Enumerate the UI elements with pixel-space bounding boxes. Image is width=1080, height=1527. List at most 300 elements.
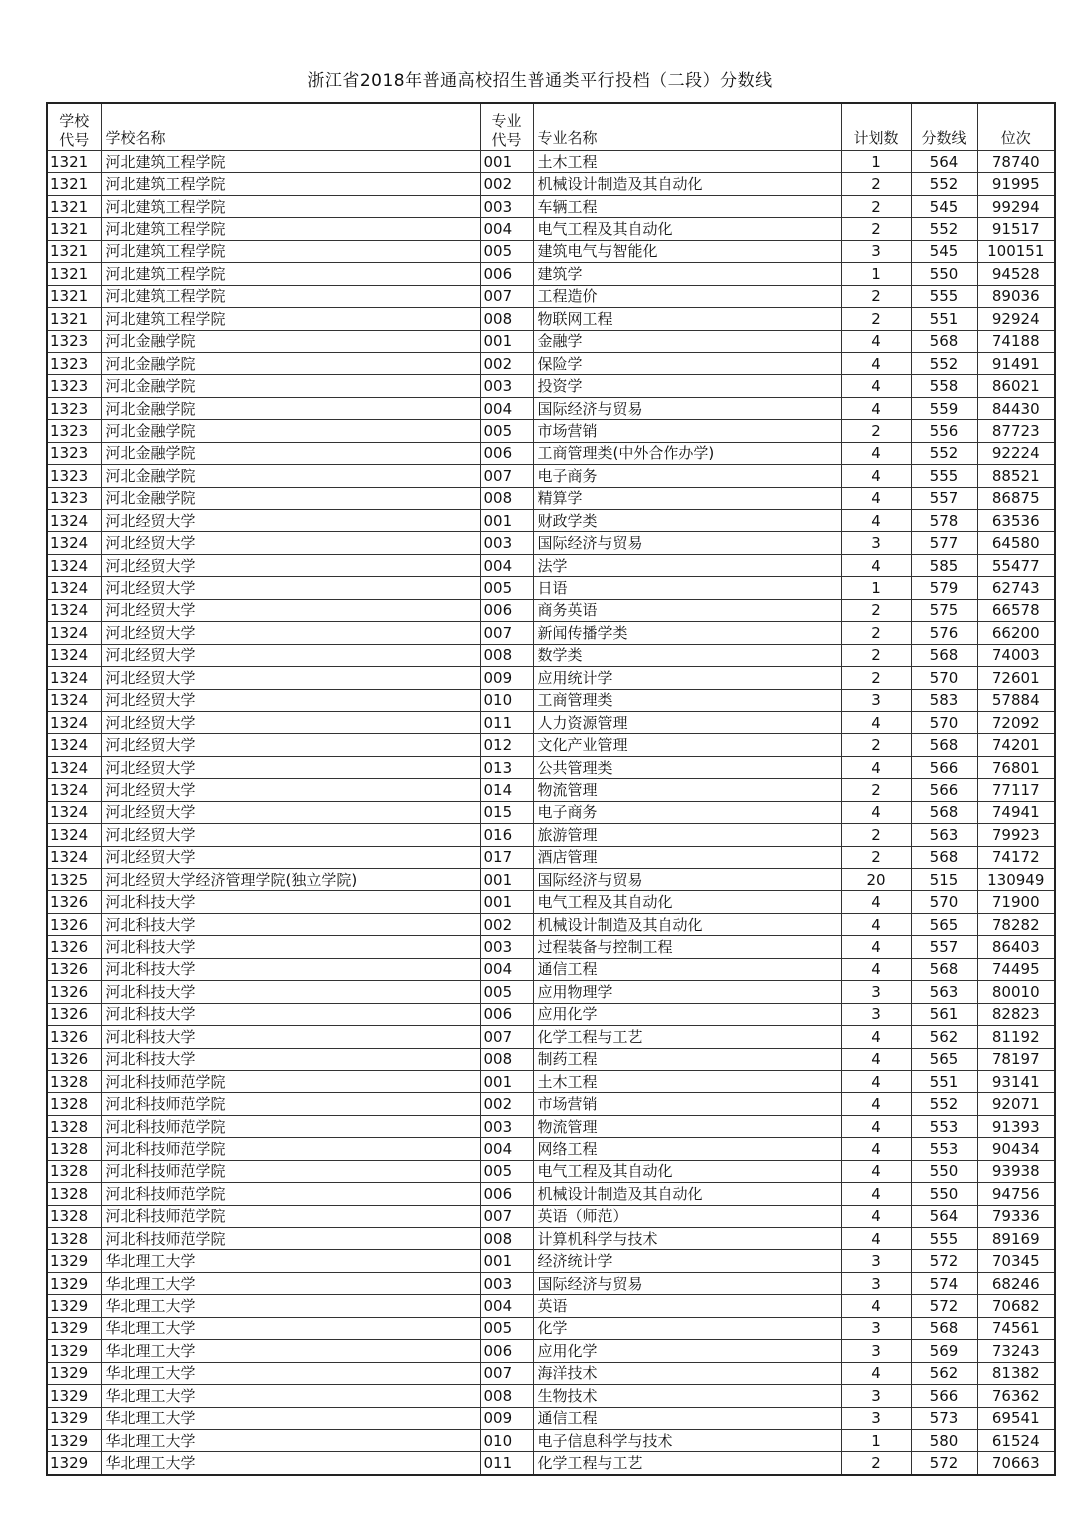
- cell-major-code: 004: [480, 397, 533, 419]
- cell-major-name: 电气工程及其自动化: [533, 891, 841, 913]
- cell-score: 577: [911, 532, 977, 554]
- cell-major-name: 电气工程及其自动化: [533, 1160, 841, 1182]
- cell-school-name: 河北科技师范学院: [101, 1205, 480, 1227]
- table-row: [47, 173, 1055, 195]
- table-row: [47, 891, 1055, 913]
- cell-major-code: 004: [480, 958, 533, 980]
- table-row: [47, 442, 1055, 464]
- table-row: [47, 510, 1055, 532]
- table-row: [47, 1385, 1055, 1407]
- cell-school-name: 河北经贸大学: [101, 554, 480, 576]
- cell-plan: 1: [841, 1429, 911, 1451]
- cell-plan: 4: [841, 1026, 911, 1048]
- cell-major-name: 制药工程: [533, 1048, 841, 1070]
- cell-major-code: 002: [480, 352, 533, 374]
- cell-rank: 77117: [977, 779, 1055, 801]
- cell-score: 568: [911, 801, 977, 823]
- cell-major-name: 土木工程: [533, 1070, 841, 1092]
- cell-major-code: 009: [480, 1407, 533, 1429]
- cell-school-code: 1324: [47, 824, 101, 846]
- cell-rank: 89169: [977, 1228, 1055, 1250]
- cell-plan: 4: [841, 465, 911, 487]
- cell-rank: 70345: [977, 1250, 1055, 1272]
- cell-school-name: 河北科技大学: [101, 913, 480, 935]
- cell-plan: 2: [841, 779, 911, 801]
- header-school-code: [47, 103, 101, 151]
- cell-plan: 2: [841, 195, 911, 217]
- cell-rank: 57884: [977, 689, 1055, 711]
- cell-major-code: 002: [480, 173, 533, 195]
- cell-score: 564: [911, 151, 977, 173]
- cell-school-name: 河北经贸大学: [101, 779, 480, 801]
- cell-major-code: 006: [480, 1183, 533, 1205]
- cell-rank: 91517: [977, 218, 1055, 240]
- cell-school-code: 1329: [47, 1429, 101, 1451]
- cell-school-code: 1324: [47, 644, 101, 666]
- cell-school-name: 河北建筑工程学院: [101, 240, 480, 262]
- cell-major-code: 007: [480, 1205, 533, 1227]
- table-row: [47, 1362, 1055, 1384]
- cell-score: 568: [911, 644, 977, 666]
- cell-school-name: 河北经贸大学: [101, 756, 480, 778]
- cell-major-name: 土木工程: [533, 151, 841, 173]
- cell-school-code: 1328: [47, 1205, 101, 1227]
- cell-major-name: 建筑学: [533, 263, 841, 285]
- table-row: [47, 1048, 1055, 1070]
- cell-rank: 92924: [977, 308, 1055, 330]
- table-row: [47, 1250, 1055, 1272]
- cell-score: 545: [911, 195, 977, 217]
- cell-school-code: 1321: [47, 240, 101, 262]
- header-score: 分数线: [911, 103, 977, 151]
- cell-plan: 4: [841, 487, 911, 509]
- cell-major-code: 016: [480, 824, 533, 846]
- cell-score: 578: [911, 510, 977, 532]
- cell-rank: 76362: [977, 1385, 1055, 1407]
- cell-major-name: 电子商务: [533, 801, 841, 823]
- cell-score: 555: [911, 285, 977, 307]
- cell-school-name: 河北科技师范学院: [101, 1138, 480, 1160]
- cell-major-code: 005: [480, 240, 533, 262]
- cell-score: 562: [911, 1362, 977, 1384]
- cell-school-name: 河北经贸大学: [101, 510, 480, 532]
- cell-score: 551: [911, 1070, 977, 1092]
- cell-plan: 4: [841, 958, 911, 980]
- cell-school-name: 华北理工大学: [101, 1250, 480, 1272]
- table-row: [47, 195, 1055, 217]
- cell-major-code: 007: [480, 622, 533, 644]
- table-row: [47, 577, 1055, 599]
- cell-rank: 74495: [977, 958, 1055, 980]
- cell-school-name: 河北建筑工程学院: [101, 263, 480, 285]
- cell-school-code: 1321: [47, 195, 101, 217]
- table-row: [47, 756, 1055, 778]
- cell-plan: 3: [841, 1385, 911, 1407]
- cell-plan: 2: [841, 824, 911, 846]
- cell-score: 568: [911, 734, 977, 756]
- cell-plan: 2: [841, 622, 911, 644]
- cell-major-name: 国际经济与贸易: [533, 1272, 841, 1294]
- cell-school-name: 华北理工大学: [101, 1272, 480, 1294]
- table-row: [47, 240, 1055, 262]
- cell-school-name: 河北建筑工程学院: [101, 218, 480, 240]
- cell-rank: 89036: [977, 285, 1055, 307]
- cell-major-name: 建筑电气与智能化: [533, 240, 841, 262]
- cell-rank: 66578: [977, 599, 1055, 621]
- cell-school-name: 华北理工大学: [101, 1317, 480, 1339]
- cell-plan: 4: [841, 1138, 911, 1160]
- table-row: [47, 330, 1055, 352]
- cell-score: 550: [911, 1183, 977, 1205]
- cell-major-name: 市场营销: [533, 420, 841, 442]
- cell-rank: 61524: [977, 1429, 1055, 1451]
- cell-rank: 66200: [977, 622, 1055, 644]
- cell-plan: 2: [841, 599, 911, 621]
- cell-major-code: 007: [480, 1362, 533, 1384]
- cell-school-name: 河北经贸大学: [101, 734, 480, 756]
- cell-score: 579: [911, 577, 977, 599]
- table-row: [47, 1429, 1055, 1451]
- table-row: [47, 1228, 1055, 1250]
- cell-plan: 3: [841, 1003, 911, 1025]
- cell-school-name: 河北科技师范学院: [101, 1070, 480, 1092]
- cell-rank: 81382: [977, 1362, 1055, 1384]
- cell-school-name: 河北金融学院: [101, 375, 480, 397]
- cell-school-name: 河北经贸大学: [101, 599, 480, 621]
- cell-score: 572: [911, 1250, 977, 1272]
- table-row: [47, 1295, 1055, 1317]
- table-row: [47, 487, 1055, 509]
- cell-school-name: 华北理工大学: [101, 1340, 480, 1362]
- cell-score: 569: [911, 1340, 977, 1362]
- cell-major-name: 机械设计制造及其自动化: [533, 173, 841, 195]
- cell-score: 570: [911, 667, 977, 689]
- cell-score: 576: [911, 622, 977, 644]
- cell-major-name: 工程造价: [533, 285, 841, 307]
- cell-score: 568: [911, 958, 977, 980]
- cell-major-name: 物流管理: [533, 779, 841, 801]
- cell-rank: 74172: [977, 846, 1055, 868]
- cell-major-code: 003: [480, 375, 533, 397]
- cell-school-code: 1324: [47, 756, 101, 778]
- cell-major-name: 电子信息科学与技术: [533, 1429, 841, 1451]
- cell-major-code: 003: [480, 1115, 533, 1137]
- cell-score: 557: [911, 936, 977, 958]
- cell-score: 557: [911, 487, 977, 509]
- cell-rank: 70663: [977, 1452, 1055, 1475]
- cell-major-name: 数学类: [533, 644, 841, 666]
- cell-major-code: 008: [480, 644, 533, 666]
- cell-major-name: 人力资源管理: [533, 711, 841, 733]
- cell-major-name: 计算机科学与技术: [533, 1228, 841, 1250]
- cell-school-name: 河北科技大学: [101, 958, 480, 980]
- cell-rank: 64580: [977, 532, 1055, 554]
- cell-score: 555: [911, 1228, 977, 1250]
- cell-score: 545: [911, 240, 977, 262]
- cell-score: 563: [911, 824, 977, 846]
- cell-school-code: 1324: [47, 846, 101, 868]
- header-major-code-line2: 代号: [491, 131, 522, 149]
- cell-plan: 4: [841, 1205, 911, 1227]
- cell-plan: 4: [841, 1362, 911, 1384]
- cell-major-name: 国际经济与贸易: [533, 397, 841, 419]
- cell-score: 555: [911, 465, 977, 487]
- cell-school-code: 1329: [47, 1317, 101, 1339]
- cell-school-code: 1323: [47, 352, 101, 374]
- cell-major-name: 投资学: [533, 375, 841, 397]
- cell-score: 583: [911, 689, 977, 711]
- cell-school-name: 河北科技师范学院: [101, 1115, 480, 1137]
- cell-major-code: 006: [480, 263, 533, 285]
- cell-major-code: 002: [480, 1093, 533, 1115]
- cell-plan: 4: [841, 891, 911, 913]
- cell-major-code: 001: [480, 1070, 533, 1092]
- cell-major-name: 财政学类: [533, 510, 841, 532]
- table-row: [47, 1093, 1055, 1115]
- table-row: [47, 151, 1055, 173]
- cell-plan: 1: [841, 577, 911, 599]
- cell-major-code: 001: [480, 1250, 533, 1272]
- cell-major-name: 英语: [533, 1295, 841, 1317]
- cell-plan: 2: [841, 308, 911, 330]
- cell-school-name: 河北建筑工程学院: [101, 173, 480, 195]
- cell-rank: 62743: [977, 577, 1055, 599]
- cell-school-code: 1326: [47, 1003, 101, 1025]
- cell-score: 552: [911, 1093, 977, 1115]
- score-table: [46, 102, 1056, 1476]
- cell-plan: 4: [841, 330, 911, 352]
- cell-school-code: 1324: [47, 801, 101, 823]
- cell-school-name: 华北理工大学: [101, 1407, 480, 1429]
- cell-major-code: 004: [480, 1138, 533, 1160]
- header-plan: 计划数: [841, 103, 911, 151]
- cell-rank: 74003: [977, 644, 1055, 666]
- cell-school-name: 河北经贸大学: [101, 824, 480, 846]
- cell-school-name: 河北金融学院: [101, 352, 480, 374]
- cell-rank: 74561: [977, 1317, 1055, 1339]
- table-row: [47, 263, 1055, 285]
- cell-major-name: 电气工程及其自动化: [533, 218, 841, 240]
- cell-major-code: 001: [480, 151, 533, 173]
- cell-school-code: 1324: [47, 667, 101, 689]
- cell-school-name: 河北经贸大学经济管理学院(独立学院): [101, 869, 480, 891]
- cell-rank: 55477: [977, 554, 1055, 576]
- cell-major-name: 国际经济与贸易: [533, 532, 841, 554]
- cell-school-code: 1321: [47, 151, 101, 173]
- table-row: [47, 1407, 1055, 1429]
- table-row: [47, 801, 1055, 823]
- cell-school-name: 河北金融学院: [101, 397, 480, 419]
- cell-school-code: 1328: [47, 1093, 101, 1115]
- cell-score: 552: [911, 352, 977, 374]
- cell-school-code: 1329: [47, 1272, 101, 1294]
- cell-school-code: 1324: [47, 510, 101, 532]
- cell-score: 565: [911, 1048, 977, 1070]
- cell-school-name: 华北理工大学: [101, 1295, 480, 1317]
- table-row: [47, 779, 1055, 801]
- cell-school-name: 河北经贸大学: [101, 846, 480, 868]
- cell-major-name: 应用统计学: [533, 667, 841, 689]
- cell-plan: 4: [841, 1048, 911, 1070]
- cell-school-code: 1326: [47, 913, 101, 935]
- table-row: [47, 846, 1055, 868]
- cell-plan: 3: [841, 981, 911, 1003]
- cell-school-name: 河北科技大学: [101, 936, 480, 958]
- table-row: [47, 1205, 1055, 1227]
- cell-major-name: 物联网工程: [533, 308, 841, 330]
- cell-school-code: 1329: [47, 1407, 101, 1429]
- cell-rank: 99294: [977, 195, 1055, 217]
- cell-rank: 94756: [977, 1183, 1055, 1205]
- cell-school-code: 1323: [47, 420, 101, 442]
- cell-school-name: 河北经贸大学: [101, 801, 480, 823]
- table-row: [47, 958, 1055, 980]
- cell-major-name: 国际经济与贸易: [533, 869, 841, 891]
- cell-score: 561: [911, 1003, 977, 1025]
- cell-plan: 2: [841, 846, 911, 868]
- cell-school-code: 1324: [47, 532, 101, 554]
- cell-score: 515: [911, 869, 977, 891]
- cell-major-code: 003: [480, 1272, 533, 1294]
- cell-major-code: 006: [480, 1003, 533, 1025]
- cell-plan: 4: [841, 711, 911, 733]
- cell-major-name: 英语（师范）: [533, 1205, 841, 1227]
- table-row: [47, 1183, 1055, 1205]
- cell-school-code: 1329: [47, 1340, 101, 1362]
- cell-school-code: 1326: [47, 891, 101, 913]
- cell-major-name: 保险学: [533, 352, 841, 374]
- header-school-name: 学校名称: [101, 103, 480, 151]
- cell-school-name: 河北科技大学: [101, 1026, 480, 1048]
- cell-major-code: 003: [480, 936, 533, 958]
- cell-major-name: 通信工程: [533, 958, 841, 980]
- cell-major-name: 化学工程与工艺: [533, 1026, 841, 1048]
- cell-school-code: 1329: [47, 1295, 101, 1317]
- cell-major-name: 旅游管理: [533, 824, 841, 846]
- cell-school-code: 1324: [47, 689, 101, 711]
- cell-score: 566: [911, 779, 977, 801]
- table-row: [47, 375, 1055, 397]
- cell-school-code: 1323: [47, 330, 101, 352]
- cell-score: 568: [911, 1317, 977, 1339]
- cell-major-name: 新闻传播学类: [533, 622, 841, 644]
- cell-rank: 63536: [977, 510, 1055, 532]
- cell-major-name: 商务英语: [533, 599, 841, 621]
- cell-major-name: 化学工程与工艺: [533, 1452, 841, 1475]
- table-row: [47, 554, 1055, 576]
- cell-school-name: 河北建筑工程学院: [101, 308, 480, 330]
- cell-major-code: 008: [480, 308, 533, 330]
- cell-score: 562: [911, 1026, 977, 1048]
- cell-rank: 78740: [977, 151, 1055, 173]
- table-row: [47, 420, 1055, 442]
- cell-school-code: 1321: [47, 173, 101, 195]
- table-row: [47, 1070, 1055, 1092]
- cell-school-name: 河北经贸大学: [101, 667, 480, 689]
- cell-score: 568: [911, 846, 977, 868]
- cell-school-code: 1328: [47, 1070, 101, 1092]
- table-row: [47, 1317, 1055, 1339]
- table-row: [47, 465, 1055, 487]
- cell-plan: 4: [841, 1228, 911, 1250]
- table-row: [47, 1160, 1055, 1182]
- cell-school-name: 河北科技大学: [101, 891, 480, 913]
- table-row: [47, 1115, 1055, 1137]
- table-row: [47, 622, 1055, 644]
- cell-major-code: 006: [480, 1340, 533, 1362]
- header-major-code: [480, 103, 533, 151]
- cell-major-name: 生物技术: [533, 1385, 841, 1407]
- table-row: [47, 1452, 1055, 1475]
- cell-major-name: 经济统计学: [533, 1250, 841, 1272]
- cell-school-code: 1323: [47, 375, 101, 397]
- cell-major-code: 004: [480, 1295, 533, 1317]
- cell-major-name: 海洋技术: [533, 1362, 841, 1384]
- cell-school-code: 1324: [47, 622, 101, 644]
- cell-rank: 72601: [977, 667, 1055, 689]
- cell-plan: 4: [841, 1093, 911, 1115]
- header-major-name: 专业名称: [533, 103, 841, 151]
- cell-school-code: 1329: [47, 1250, 101, 1272]
- table-row: [47, 1340, 1055, 1362]
- cell-score: 572: [911, 1452, 977, 1475]
- cell-school-code: 1324: [47, 554, 101, 576]
- table-row: [47, 218, 1055, 240]
- cell-rank: 93141: [977, 1070, 1055, 1092]
- cell-school-name: 河北经贸大学: [101, 689, 480, 711]
- cell-school-code: 1329: [47, 1452, 101, 1475]
- cell-school-name: 河北科技师范学院: [101, 1093, 480, 1115]
- table-row: [47, 981, 1055, 1003]
- cell-rank: 92071: [977, 1093, 1055, 1115]
- cell-school-code: 1324: [47, 599, 101, 621]
- cell-school-name: 河北金融学院: [101, 487, 480, 509]
- cell-plan: 2: [841, 1452, 911, 1475]
- cell-score: 573: [911, 1407, 977, 1429]
- cell-major-code: 002: [480, 913, 533, 935]
- cell-plan: 20: [841, 869, 911, 891]
- cell-rank: 76801: [977, 756, 1055, 778]
- cell-rank: 92224: [977, 442, 1055, 464]
- cell-rank: 71900: [977, 891, 1055, 913]
- table-header-row: [47, 103, 1055, 151]
- cell-plan: 3: [841, 1317, 911, 1339]
- cell-rank: 88521: [977, 465, 1055, 487]
- cell-major-name: 电子商务: [533, 465, 841, 487]
- cell-score: 580: [911, 1429, 977, 1451]
- cell-major-name: 法学: [533, 554, 841, 576]
- cell-school-code: 1328: [47, 1138, 101, 1160]
- cell-rank: 81192: [977, 1026, 1055, 1048]
- cell-school-name: 河北经贸大学: [101, 577, 480, 599]
- cell-major-code: 006: [480, 599, 533, 621]
- cell-major-code: 013: [480, 756, 533, 778]
- cell-school-code: 1326: [47, 958, 101, 980]
- cell-rank: 130949: [977, 869, 1055, 891]
- cell-rank: 86021: [977, 375, 1055, 397]
- cell-school-code: 1328: [47, 1183, 101, 1205]
- cell-plan: 4: [841, 510, 911, 532]
- cell-rank: 78282: [977, 913, 1055, 935]
- cell-school-code: 1323: [47, 397, 101, 419]
- cell-rank: 94528: [977, 263, 1055, 285]
- cell-school-code: 1329: [47, 1362, 101, 1384]
- cell-major-code: 005: [480, 1160, 533, 1182]
- cell-rank: 79336: [977, 1205, 1055, 1227]
- cell-score: 585: [911, 554, 977, 576]
- cell-score: 550: [911, 263, 977, 285]
- cell-plan: 3: [841, 1407, 911, 1429]
